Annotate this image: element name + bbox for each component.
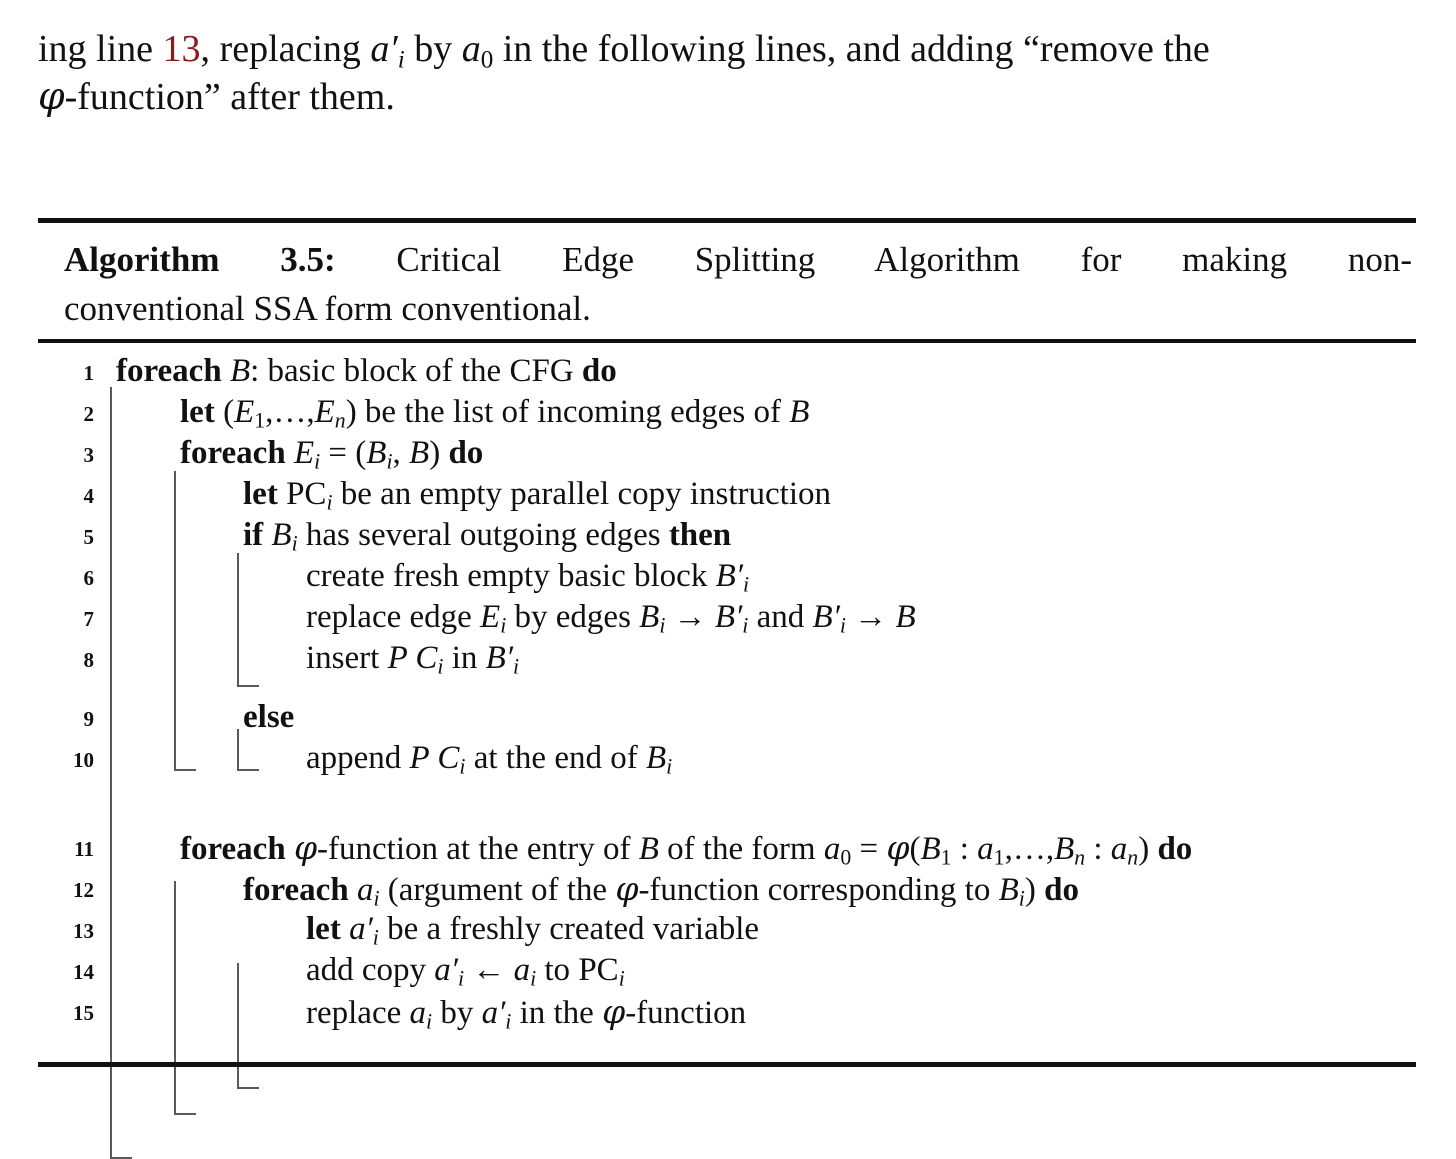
phi-symbol: φ [38,74,65,118]
line-code: replace $a_i$ by $a'_i$ in the φ-function [306,992,747,1034]
line-code: foreach $a_i$ (argument of the φ-function corresponding to $B_i$) do [243,869,1079,911]
line-code: insert P $C_i$ in $B'_i$ [306,640,520,679]
line-code: replace edge $E_i$ by edges $B_i \to B'_i$ and $B'_i \to B$ [306,599,916,638]
algorithm-line-3 [38,433,1416,474]
algorithm-line-15 [38,991,1416,1032]
line-number: 11 [74,837,94,861]
line-number: 1 [83,361,94,385]
line-code: let $(E_1,\dots,E_n)$ be the list of incoming edges of B [180,394,810,433]
line-code: append P $C_i$ at the end of $B_i$ [306,740,673,779]
line-code: create fresh empty basic block $B'_i$ [306,558,750,597]
line-code: let $a'_i$ be a freshly created variable [306,911,760,950]
algorithm-line-2 [38,392,1416,433]
intro-text-tail: in the following lines, and adding “remove the [493,28,1210,70]
algorithm-line-1 [38,351,1416,392]
algorithm-line-9 [38,697,1416,738]
intro-paragraph [38,26,1418,121]
algorithm-line-13 [38,909,1416,950]
line-code: foreach $E_i = (B_i$, B) do [180,435,484,474]
line-code: add copy $a'_i$ ← $a_i$ to $PC_i$ [306,952,625,991]
algorithm-body [38,343,1416,1036]
algorithm-line-7 [38,597,1416,638]
line-number: 5 [83,525,94,549]
line-number: 12 [73,878,94,902]
intro-text-after: , replacing [200,28,371,70]
intro-text-mid: by [404,28,462,70]
math-a-zero: $a_0$ [461,28,494,74]
line-number: 14 [73,960,94,984]
algorithm-block [38,218,1416,1036]
line-number: 7 [83,607,94,631]
algorithm-bottom-rule [38,1062,1416,1067]
line-number: 8 [83,648,94,672]
algorithm-line-6 [38,556,1416,597]
algorithm-line-11 [38,827,1416,868]
line-number: 6 [83,566,94,590]
line-number: 15 [73,1001,94,1025]
line-number: 3 [83,443,94,467]
line-code: else [243,699,295,735]
intro-line2-tail: -function” after them. [64,76,395,118]
algorithm-caption-line2: conventional SSA form conventional. [64,289,591,328]
algorithm-line-4 [38,474,1416,515]
line-code: if $B_i$ has several outgoing edges then [243,517,732,556]
algorithm-line-12 [38,868,1416,909]
algorithm-number: 3.5: [280,240,336,279]
algorithm-caption-line1 [64,235,1412,284]
line-code: foreach B: basic block of the CFG do [116,353,617,389]
line-number: 13 [73,919,94,943]
line-number: 2 [83,402,94,426]
algorithm-caption [38,223,1416,339]
line-number: 9 [83,707,94,731]
algorithm-label: Algorithm [64,240,220,279]
line-code: let $PC_i$ be an empty parallel copy instruction [243,476,832,515]
intro-text-before: ing line [38,28,163,70]
algorithm-line-14 [38,950,1416,991]
line-number: 10 [73,748,94,772]
algorithm-caption-text1: Critical Edge Splitting Algorithm for making non- [396,240,1413,279]
line-code: foreach φ-function at the entry of B of the form $a_0 = \varphi(B_1$ : $a_1,\dots,B_n$ : $a_n$) do [180,828,1193,870]
line-reference-13: 13 [162,28,201,70]
algorithm-line-10 [38,738,1416,779]
line-number: 4 [83,484,94,508]
algorithm-line-8 [38,638,1416,679]
math-a-prime-i: $a'_i$ [370,28,405,74]
algorithm-line-5 [38,515,1416,556]
